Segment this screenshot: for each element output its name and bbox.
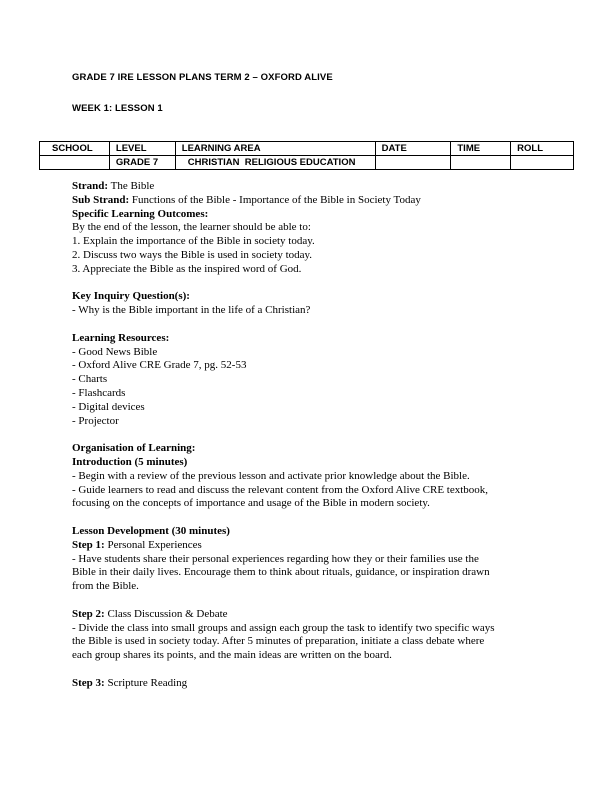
development-heading-text: Lesson Development (30 minutes) — [72, 524, 230, 537]
outcomes-intro: By the end of the lesson, the learner should be able to: — [72, 221, 311, 234]
resource-item: - Flashcards — [72, 386, 126, 399]
step2-title: Class Discussion & Debate — [104, 607, 228, 620]
introduction-line: - Guide learners to read and discuss the relevant content from the Oxford Alive CRE textbook, — [72, 483, 489, 496]
spacer — [72, 594, 552, 608]
outcomes-heading-text: Specific Learning Outcomes: — [72, 207, 209, 220]
resources-heading-text: Learning Resources: — [72, 331, 170, 344]
date-value — [375, 156, 451, 170]
lesson-info-table — [39, 141, 574, 170]
resource-item: - Oxford Alive CRE Grade 7, pg. 52-53 — [72, 359, 247, 372]
resource-item: - Digital devices — [72, 400, 145, 413]
inquiry-heading — [72, 290, 552, 304]
outcome-item: 3. Appreciate the Bible as the inspired word of God. — [72, 262, 302, 275]
lesson-body — [72, 180, 552, 690]
outcome-item: 2. Discuss two ways the Bible is used in society today. — [72, 248, 313, 261]
step1-label: Step 1: — [72, 538, 105, 551]
outcome-item: 1. Explain the importance of the Bible in society today. — [72, 235, 315, 248]
introduction-line: focusing on the concepts of importance and usage of the Bible in modern society. — [72, 497, 430, 510]
step3-label: Step 3: — [72, 676, 105, 689]
introduction-line: - Begin with a review of the previous lesson and activate prior knowledge about the Bible. — [72, 469, 470, 482]
roll-header: ROLL — [511, 142, 574, 156]
step1-line: from the Bible. — [72, 580, 139, 593]
step1-line: - Have students share their personal experiences regarding how they or their families use the — [72, 552, 479, 565]
time-value — [451, 156, 511, 170]
level-value: GRADE 7 — [109, 156, 175, 170]
spacer — [72, 277, 552, 291]
outcomes-heading — [72, 208, 552, 222]
step2-line: - Divide the class into small groups and assign each group the task to identify two specific ways — [72, 621, 495, 634]
spacer — [72, 663, 552, 677]
resources-heading — [72, 332, 552, 346]
strand-label: Strand: — [72, 180, 109, 192]
spacer — [72, 511, 552, 525]
sub-strand-label: Sub Strand: — [72, 193, 130, 206]
week-lesson-heading: WEEK 1: LESSON 1 — [72, 103, 163, 114]
learning-area-value: CHRISTIAN RELIGIOUS EDUCATION — [175, 156, 375, 170]
step2-heading — [72, 608, 552, 622]
spacer — [72, 428, 552, 442]
development-heading — [72, 525, 552, 539]
strand-line — [72, 180, 552, 194]
step2-line: each group shares its points, and the main ideas are written on the board. — [72, 649, 392, 662]
introduction-heading-text: Introduction (5 minutes) — [72, 455, 188, 468]
spacer — [72, 318, 552, 332]
strand-value: The Bible — [108, 180, 155, 192]
introduction-heading — [72, 456, 552, 470]
organisation-heading-text: Organisation of Learning: — [72, 442, 196, 455]
table-value-row — [40, 156, 574, 170]
organisation-heading — [72, 442, 552, 456]
date-header: DATE — [375, 142, 451, 156]
roll-value — [511, 156, 574, 170]
school-value — [40, 156, 110, 170]
learning-area-header: LEARNING AREA — [175, 142, 375, 156]
step1-line: Bible in their daily lives. Encourage them to think about rituals, guidance, or inspiration drawn — [72, 566, 490, 579]
step3-title: Scripture Reading — [104, 676, 188, 689]
time-header: TIME — [451, 142, 511, 156]
table-header-row — [40, 142, 574, 156]
inquiry-heading-text: Key Inquiry Question(s): — [72, 290, 190, 303]
resource-item: - Projector — [72, 414, 119, 427]
resource-item: - Good News Bible — [72, 345, 158, 358]
document-title: GRADE 7 IRE LESSON PLANS TERM 2 – OXFORD ALIVE — [72, 72, 333, 83]
step1-title: Personal Experiences — [104, 538, 202, 551]
step2-line: the Bible is used in society today. After 5 minutes of preparation, initiate a class debate where — [72, 635, 485, 648]
step2-label: Step 2: — [72, 607, 105, 620]
level-header: LEVEL — [109, 142, 175, 156]
step1-heading — [72, 539, 552, 553]
step3-heading — [72, 677, 552, 691]
sub-strand-line — [72, 194, 552, 208]
inquiry-item: - Why is the Bible important in the life of a Christian? — [72, 304, 311, 317]
resource-item: - Charts — [72, 373, 108, 386]
school-header: SCHOOL — [40, 142, 110, 156]
sub-strand-value: Functions of the Bible - Importance of the Bible in Society Today — [129, 193, 421, 206]
